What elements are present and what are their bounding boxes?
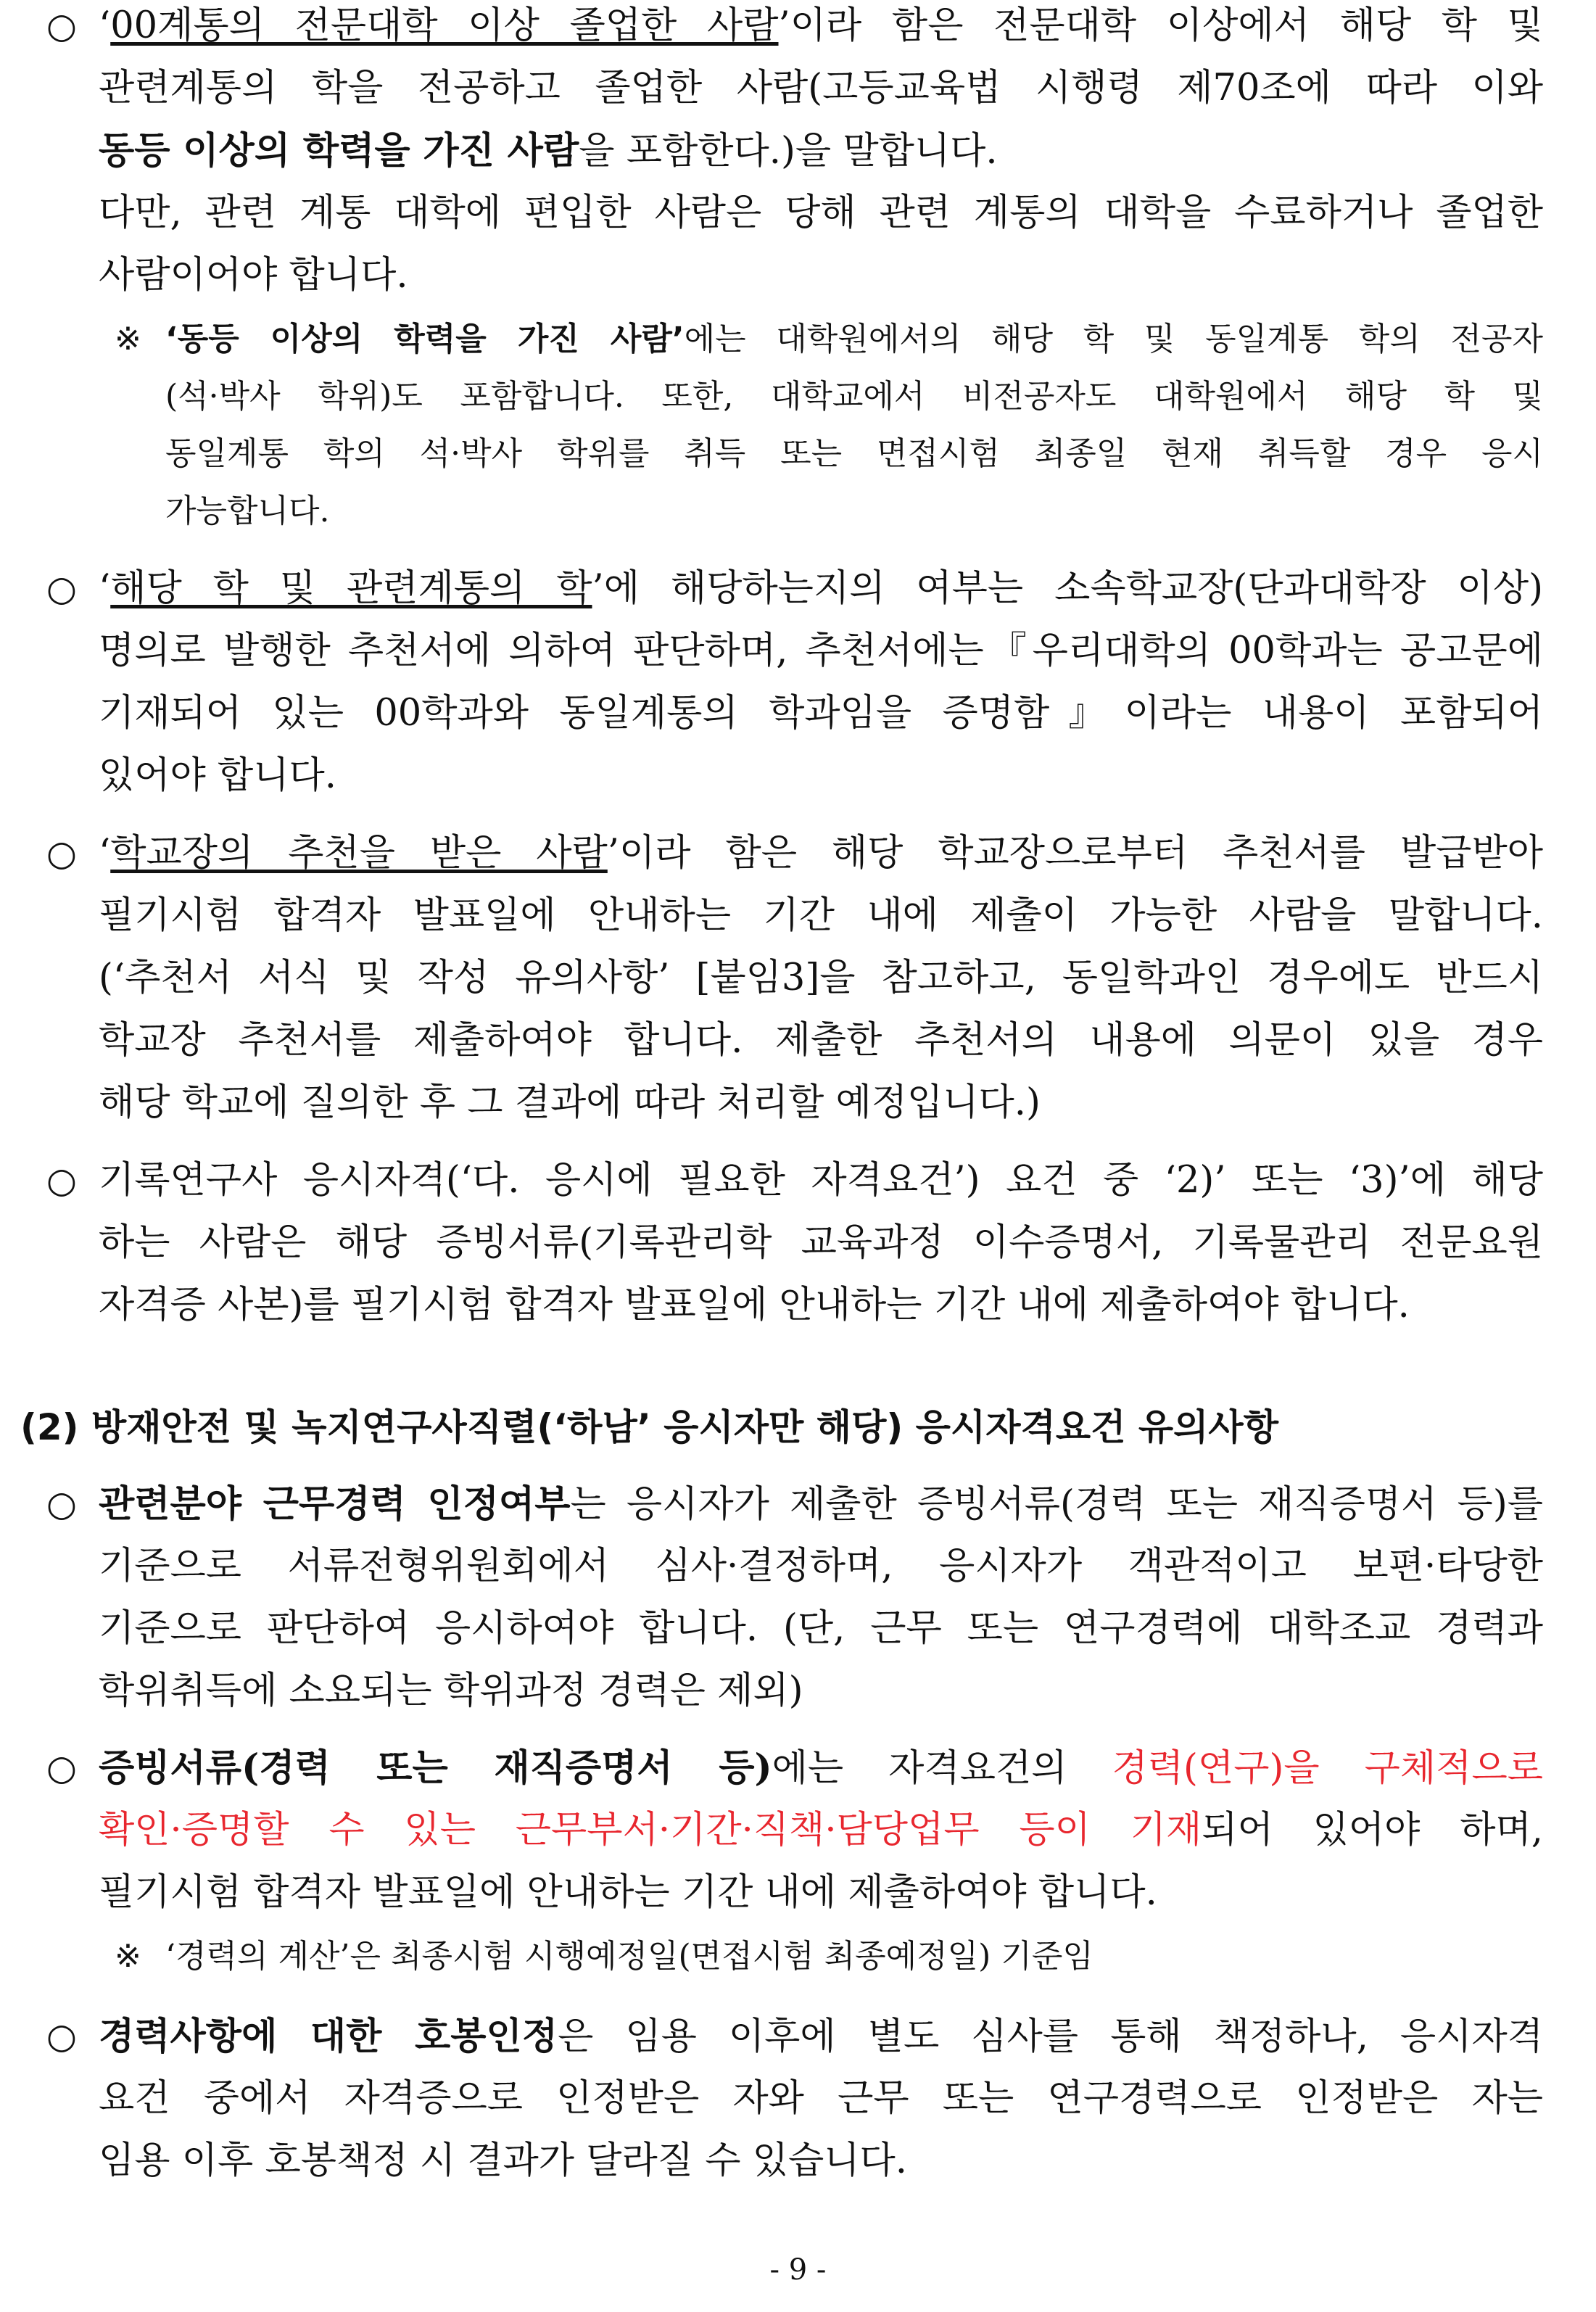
note1-line4: 가능합니다. [165, 492, 330, 529]
bullet-circle: ○ [46, 833, 77, 874]
s2-item2-line2: 확인·증명할 수 있는 근무부서·기간·직책·담당업무 등이 기재되어 있어야 하며, [99, 1809, 1543, 1851]
bullet-circle: ○ [46, 1748, 77, 1788]
s2-item1-line4: 학위취득에 소요되는 학위과정 경력은 제외) [99, 1669, 803, 1712]
item3-line5: 해당 학교에 질의한 후 그 결과에 따라 처리할 예정입니다.) [99, 1081, 1041, 1124]
bullet-circle: ○ [46, 6, 77, 46]
item4-line2: 하는 사람은 해당 증빙서류(기록관리학 교육과정 이수증명서, 기록물관리 전문요원 [99, 1221, 1543, 1264]
s2-item3-line2: 요건 중에서 자격증으로 인정받은 자와 근무 또는 연구경력으로 인정받은 자는 [99, 2077, 1543, 2120]
note1-line1: ‘동등 이상의 학력을 가진 사람’에는 대학원에서의 해당 학 및 동일계통 학의 전공자 [165, 321, 1543, 358]
note1-line2: (석·박사 학위)도 포함합니다. 또한, 대학교에서 비전공자도 대학원에서 해당 학 및 [165, 378, 1543, 415]
s2-note-line: ‘경력의 계산’은 최종시험 시행예정일(면접시험 최종예정일) 기준임 [165, 1938, 1093, 1975]
item4-line1: 기록연구사 응시자격(‘다. 응시에 필요한 자격요건’) 요건 중 ‘2)’ 또는 ‘3)’에 해당 [99, 1159, 1543, 1202]
s2-item1-line2: 기준으로 서류전형위원회에서 심사·결정하며, 응시자가 객관적이고 보편·타당한 [99, 1545, 1543, 1588]
item1-line1: ‘00계통의 전문대학 이상 졸업한 사람’이라 함은 전문대학 이상에서 해당 학 및 [99, 4, 1543, 47]
item1-line2: 관련계통의 학을 전공하고 졸업한 사람(고등교육법 시행령 제70조에 따라 이와 [99, 67, 1543, 110]
item3-line2: 필기시험 합격자 발표일에 안내하는 기간 내에 제출이 가능한 사람을 말합니다. [99, 894, 1543, 937]
item3-line1: ‘학교장의 추천을 받은 사람’이라 함은 해당 학교장으로부터 추천서를 발급받아 [99, 832, 1544, 875]
bullet-circle: ○ [46, 569, 77, 609]
item1-line5: 사람이어야 합니다. [99, 254, 408, 297]
s2-item3-line3: 임용 이후 호봉책정 시 결과가 달라질 수 있습니다. [99, 2139, 908, 2182]
item2-line3: 기재되어 있는 00학과와 동일계통의 학과임을 증명함』이라는 내용이 포함되어 [99, 692, 1543, 735]
s2-item2-line3: 필기시험 합격자 발표일에 안내하는 기간 내에 제출하여야 합니다. [99, 1871, 1157, 1914]
page-number: - 9 - [769, 2253, 827, 2287]
item1-line4: 다만, 관련 계통 대학에 편입한 사람은 당해 관련 계통의 대학을 수료하거나 졸업한 [99, 191, 1543, 234]
item4-line3: 자격증 사본)를 필기시험 합격자 발표일에 안내하는 기간 내에 제출하여야 합니다. [99, 1284, 1410, 1326]
item3-line3: (‘추천서 서식 및 작성 유의사항’ [붙임3]을 참고하고, 동일학과인 경우에도 반드시 [99, 957, 1543, 999]
section-heading: (2) 방재안전 및 녹지연구사직렬(‘하남’ 응시자만 해당) 응시자격요건 유의사항 [20, 1406, 1279, 1448]
item2-line1: ‘해당 학 및 관련계통의 학’에 해당하는지의 여부는 소속학교장(단과대학장 이상) [99, 567, 1543, 610]
bullet-circle: ○ [46, 2016, 77, 2057]
s2-item2-line1: 증빙서류(경력 또는 재직증명서 등)에는 자격요건의 경력(연구)을 구체적으로 [99, 1746, 1543, 1790]
s2-item1-line3: 기준으로 판단하여 응시하여야 합니다. (단, 근무 또는 연구경력에 대학조교 경력과 [99, 1607, 1543, 1650]
s2-item3-line1: 경력사항에 대한 호봉인정은 임용 이후에 별도 심사를 통해 책정하나, 응시자격 [99, 2015, 1543, 2058]
item2-line2: 명의로 발행한 추천서에 의하여 판단하며, 추천서에는『우리대학의 00학과는 공고문에 [99, 629, 1543, 672]
reference-mark: ※ [115, 321, 141, 358]
reference-mark: ※ [115, 1938, 141, 1975]
bullet-circle: ○ [46, 1160, 77, 1201]
item3-line4: 학교장 추천서를 제출하여야 합니다. 제출한 추천서의 내용에 의문이 있을 경우 [99, 1019, 1543, 1062]
note1-line3: 동일계통 학의 석·박사 학위를 취득 또는 면접시험 최종일 현재 취득할 경우 응시 [165, 435, 1543, 472]
item2-line4: 있어야 합니다. [99, 754, 337, 797]
s2-item1-line1: 관련분야 근무경력 인정여부는 응시자가 제출한 증빙서류(경력 또는 재직증명서 등)를 [99, 1482, 1543, 1526]
item1-line3: 동등 이상의 학력을 가진 사람을 포함한다.)을 말합니다. [99, 129, 998, 173]
bullet-circle: ○ [46, 1484, 77, 1524]
